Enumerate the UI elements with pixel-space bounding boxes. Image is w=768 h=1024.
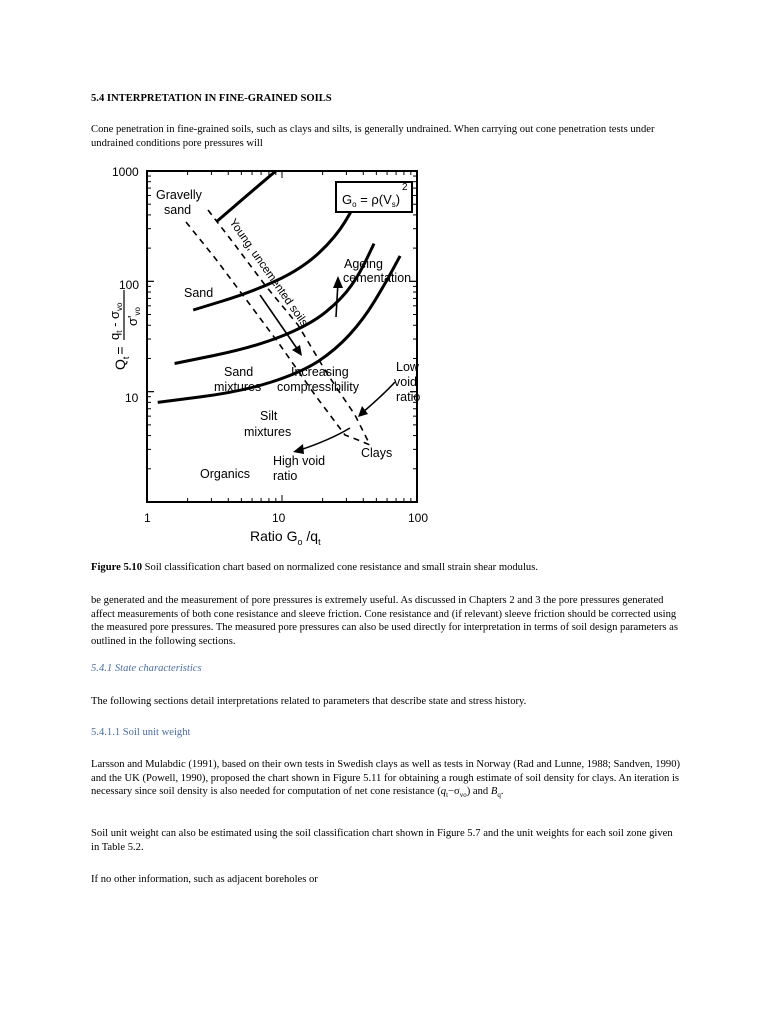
label-cementation: cementation [343,271,412,285]
dashed-line-young-upper [208,210,370,445]
label-sand-mixtures-2: mixtures [214,380,262,394]
svg-text:Qt=: $Q_t=$ [112,346,131,370]
unit-weight-paragraph-1: Larsson and Mulabdic (1991), based on their own tests in Swedish clays as well as tests in Norway (Rad and Lunne, 1988; Sandven, 1990) and the UK (Powell, 1990), proposed the chart shown in Figure 5.11 for obtaining a rough estimate of soil density for clays. An iteration is necessary since soil density is also needed for computation of net cone resistance $(q_t-\sigma_{vo})$ and $B_q$. [91,759,681,800]
unit-weight-paragraph-3: If no other information, such as adjacent boreholes or [91,874,318,885]
label-high-void: High void [273,454,326,468]
high-void-arrow [300,428,350,450]
label-low-void: void [394,375,417,389]
label-gravelly: Gravelly [156,188,202,202]
body-paragraph-1: be generated and the measurement of pore pressures is extremely useful. As discussed in Chapters 2 and 3 the pore pressures generated affect measurements of both cone resistance and sleeve friction. Cone resistance and (if relevant) sleeve friction should be corrected using the measured pore pressures. The measured pore pressures can also be used directly for interpretation in terms of soil design parameters as outlined in the following sections. [91,595,678,647]
y-axis-label [107,290,142,370]
y-tick-10: 10 [125,391,139,405]
svg-text:σ'vo: $\sigma'_{vo}$ [125,307,142,326]
low-void-arrowhead [358,406,368,417]
x-tick-100: 100 [408,511,429,525]
label-ageing: Ageing [344,257,383,271]
y-tick-100: 100 [119,278,140,292]
x-tick-labels [144,511,428,525]
low-void-arrow [362,382,395,413]
subsubsection-heading: 5.4.1.1 Soil unit weight [91,727,191,738]
label-compressibility: compressibility [277,380,359,394]
equation-text: $G_o = \rho(V_s)$ [342,192,401,209]
label-gravelly-sand: sand [164,203,192,217]
unit-weight-paragraph-2: Soil unit weight can also be estimated using the soil classification chart shown in Figure 5.7 and the unit weights for each soil zone given in Table 5.2. [91,828,673,853]
label-sand: Sand [184,286,214,300]
figure-caption: Figure 5.10 Soil classification chart based on normalized cone resistance and small strain shear modulus. [91,562,538,573]
svg-text:qt - σvo: $q_t - \sigma_{vo}$ [107,302,124,340]
compressibility-arrowhead [292,345,302,356]
section-heading: 5.4 INTERPRETATION IN FINE-GRAINED SOILS [91,93,332,104]
label-young-uncemented: Young, uncemented soils [226,216,310,329]
ageing-arrowhead [333,276,343,288]
x-tick-1: 1 [144,511,151,525]
label-silt-mixtures: mixtures [244,425,292,439]
state-paragraph: The following sections detail interpretations related to parameters that describe state and stress history. [91,696,527,707]
boundary-1 [217,171,276,221]
high-void-arrowhead [293,444,304,454]
x-tick-10: 10 [272,511,286,525]
label-low: Low [396,360,419,374]
label-low-void-ratio: ratio [396,390,421,404]
label-clays: Clays [361,446,393,460]
label-high-void-ratio: ratio [273,469,298,483]
x-axis-label: Ratio $G_o$ $/q_t$ [250,528,321,547]
label-organics: Organics [200,467,251,481]
equation-exponent: 2 [402,182,408,193]
y-tick-1000: 1000 [112,165,139,179]
dashed-line-young-lower [186,222,370,445]
label-increasing: Increasing [291,365,349,379]
label-silt: Silt [260,409,278,423]
label-sand-mixtures-1: Sand [224,365,254,379]
intro-paragraph: Cone penetration in fine-grained soils, such as clays and silts, is generally undrained. When carrying out cone penetration tests under undrained conditions pore pressures will [91,124,655,149]
subsection-heading: 5.4.1 State characteristics [91,663,202,674]
